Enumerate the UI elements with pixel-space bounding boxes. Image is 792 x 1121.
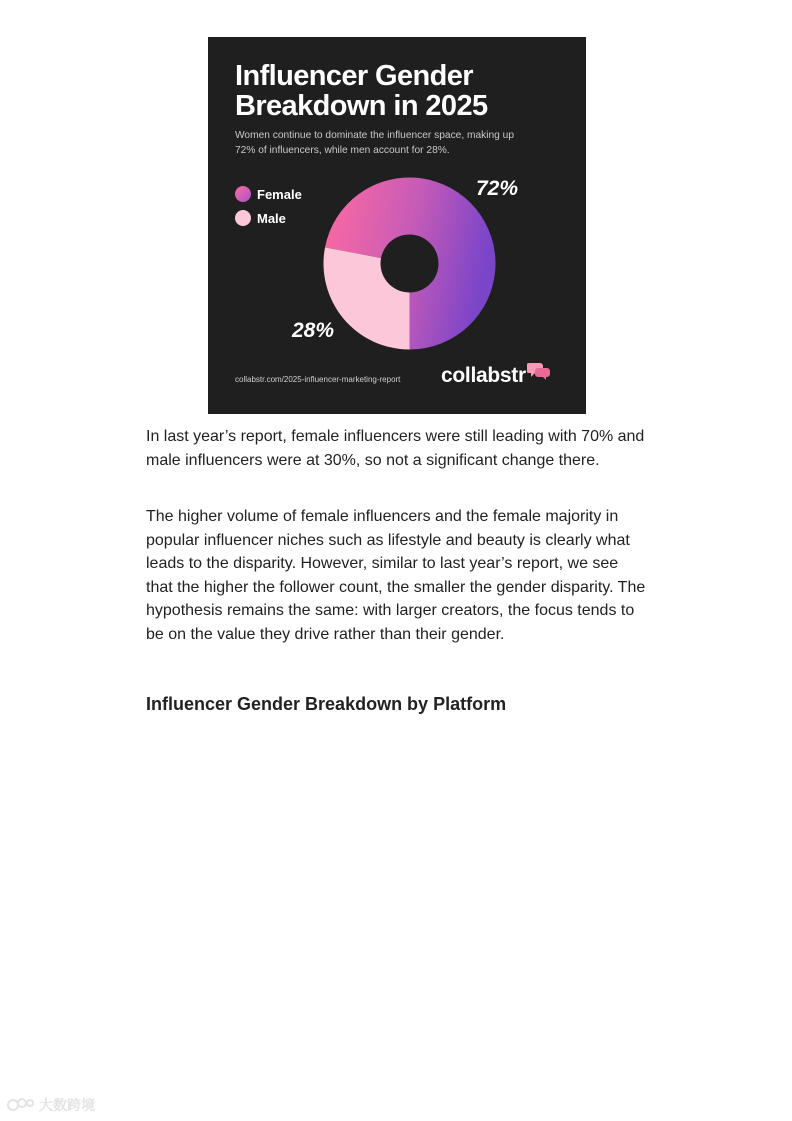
paragraph-last-year-comparison: In last year’s report, female influencers were still leading with 70% and male influencers were at 30%, so not a significant change there. [146, 428, 645, 469]
source-url: collabstr.com/2025-influencer-marketing-report [235, 375, 401, 384]
brand-name: collabstr [441, 364, 526, 387]
legend-item-male [235, 206, 302, 230]
brand-logo [441, 364, 551, 388]
male-percentage-label: 28% [292, 319, 335, 342]
infographic-subtitle: Women continue to dominate the influencer space, making up 72% of influencers, while men account for 28%. [235, 130, 515, 156]
donut-slice-male [324, 247, 410, 349]
watermark-text: 大数跨境 [39, 1097, 95, 1113]
female-percentage-label: 72% [476, 177, 519, 200]
infographic-card [208, 37, 586, 414]
legend-label-male: Male [257, 210, 286, 226]
donut-chart [323, 177, 496, 350]
legend-label-female: Female [257, 186, 302, 202]
legend-swatch-female [235, 186, 251, 202]
speech-bubbles-icon [527, 361, 551, 381]
section-heading-by-platform: Influencer Gender Breakdown by Platform [146, 694, 507, 714]
infographic-title-line2: Breakdown in 2025 [235, 90, 488, 122]
chart-legend [235, 182, 302, 230]
infographic-title [235, 61, 555, 121]
paragraph-disparity-explanation: The higher volume of female influencers and the female majority in popular influencer niches such as lifestyle and beauty is clearly what leads to the disparity. However, similar to last year’s report, we see that the higher the follower count, the smaller the gender disparity. The hypothesis remains the same: with larger creators, the focus tends to be on the value they drive rather than their gender. [146, 508, 646, 643]
infographic-title-line1: Influencer Gender [235, 60, 473, 92]
watermark [7, 1095, 95, 1115]
watermark-logo-icon [7, 1097, 35, 1113]
legend-item-female [235, 182, 302, 206]
legend-swatch-male [235, 210, 251, 226]
